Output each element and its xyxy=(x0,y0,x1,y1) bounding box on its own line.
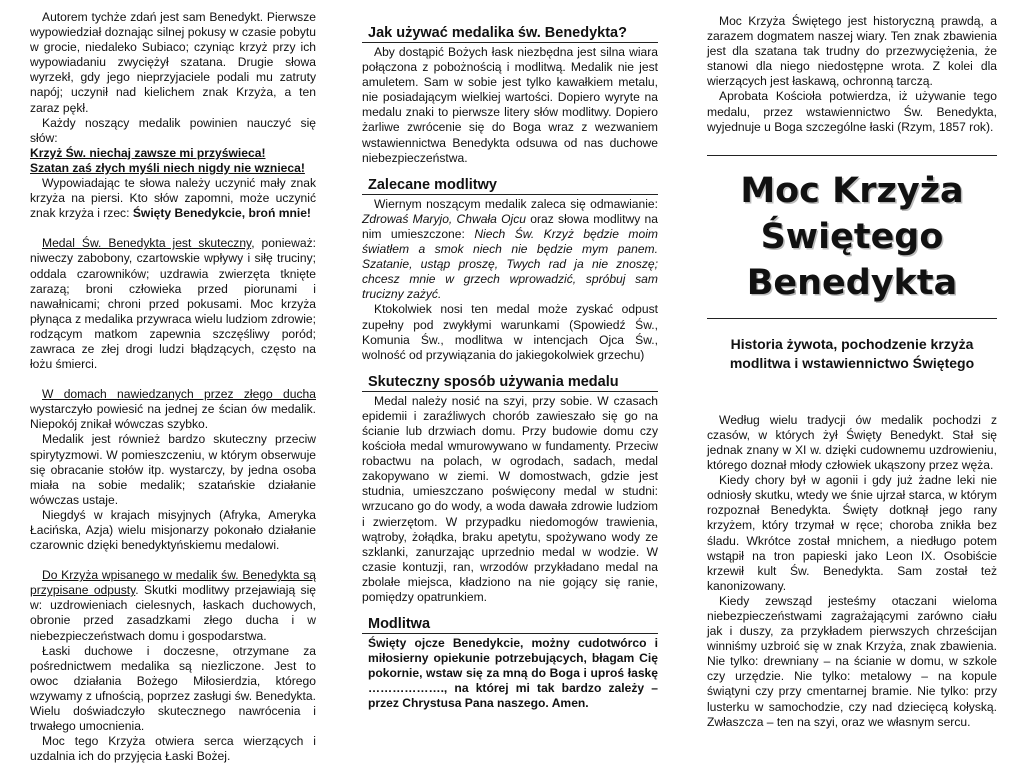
effective-text: , ponieważ: niweczy zabobony, czartowskie wpływy i siłę truciny; oddala czarowników; uzdrawia zwierzęta tknięte zarazą; broni człowieka przed piorunami i nawałnicami; chroni przed pokusami. Moc krzyża płynąca z medalika przywraca wielu ludziom zdrowie; rodzącym matkom zapewnia szczęśliwy poród; zawraca ze złej drogi ludzi błądzących, często na łożu śmierci. xyxy=(30,236,316,372)
sign-text: Wypowiadając te słowa należy uczynić mały znak krzyża na piersi. Kto słów zapomni, może uczynić znak krzyża i rzec: xyxy=(30,176,316,221)
main-title-line-2: Świętego xyxy=(760,216,944,257)
column-right xyxy=(707,10,997,730)
invocation: Święty Benedykcie, broń mnie! xyxy=(132,206,311,221)
section-title-effective-use: Skuteczny sposób używania medalu xyxy=(362,373,658,392)
paragraph-tradition: Według wielu tradycji ów medalik pochodzi z czasów, w których żył Święty Benedykt. Stał się jednak znany w XI w. dzięki cudownemu uzdrowieniu, którego doznał młody człowiek ukąszony przez węża. xyxy=(707,412,997,473)
paragraph-indulgence: Ktokolwiek nosi ten medal może zyskać odpust zupełny pod zwykłymi warunkami (Spowiedź Św., Komunia Św., modlitwa w intencjach Ojca Św., wolność od przywiązania do jakiegokolwiek grzechu) xyxy=(362,302,658,362)
paragraph-dangers: Kiedy zewsząd jesteśmy otaczani wieloma niebezpieczeństwami zagrażającymi zarówno ciału jak i duszy, za przykładem pierwszych chrześcijan winniśmy uzbroić się w znak Krzyża, znak zbawienia. Nie tylko: drewniany – na ścianie w domu, w szkole czy urzędzie. Nie tylko: metalowy – na kopule świątyni czy przy cmentarnej bramie. Nie tylko: przy lusterku w samochodzie, czy nad dziecięcą kołyską. Zwłaszcza – ten na szyi, oraz we własnym sercu. xyxy=(707,593,997,729)
paragraph-graces: Łaski duchowe i doczesne, otrzymane za pośrednictwem medalika są niezliczone. Jest to owoc działania Bożego Miłosierdzia, którego wzywamy z ufnością, poprzez zasługi św. Benedykta. Wielu doświadczyło skutecznego nawrócenia i trwałego umocnienia. xyxy=(30,643,316,734)
paragraph-sign-of-cross xyxy=(30,176,316,221)
main-title-line-3: Benedykta xyxy=(746,262,958,303)
indulgences-lead: Do Krzyża wpisanego w medalik św. Benedykta są przypisane odpusty xyxy=(30,568,316,598)
paragraph-healing: Kiedy chory był w agonii i gdy już żadne leki nie odniosły skutku, wtedy we śnie ujrzał starca, w którym rozpoznał Benedykta. Święty dotknął jego rany krzyżem, który trzymał w ręce; choroba znikła bez śladu. Wkrótce został mnichem, a niedługo potem wstąpił na tron papieski jako Leon IX. Osobiście krzewił kult Św. Benedykta. Sam został też kanonizowany. xyxy=(707,473,997,593)
subtitle-line-1: Historia żywota, pochodzenie krzyża xyxy=(730,335,974,352)
homes-text: wystarczyło powiesić na jednej ze ścian ów medalik. Niepokój znikał wówczas szybko. xyxy=(30,402,316,432)
column-middle xyxy=(362,10,658,712)
homes-lead: W domach nawiedzanych przez złego ducha xyxy=(42,387,316,402)
paragraph-power: Moc tego Krzyża otwiera serca wierzących i uzdalnia ich do przyjęcia Łaski Bożej. xyxy=(30,734,316,764)
section-title-prayer: Modlitwa xyxy=(362,615,658,634)
paragraph-effective-use: Medal należy nosić na szyi, przy sobie. W czasach epidemii i zaraźliwych chorób zawieszało się go na ścianie lub drzwiach domu. Przy budowie domu czy kościoła medal wmurowywano w fundamenty. Przeciw robactwu na polach, w ogrodach, sadach, medal zakopywano w ziemi. W domostwach, gdzie jest studnia, umieszczano poświęcony medal w studni: wrzucano go do wody, a woda dawała zdrowie ludziom i zwierzętom. W przypadku niedomogów trawienia, wątroby, żołądka, braku apetytu, spożywano wody ze szklanki, zanurzając uprzednio medal w wodzie. W czasie kontuzji, ran, wrzodów przykładano medal na zbolałe miejsca, kładziono na nie gojący się ranie, pomiędzy opatrunkiem. xyxy=(362,393,658,604)
subtitle xyxy=(707,335,997,373)
column-left xyxy=(30,10,316,764)
paragraph-approval: Aprobata Kościoła potwierdza, iż używanie tego medalu, przez wstawiennictwo Św. Benedykta, wyjednuje u Boga szczególne łaski (Rzym, 1857 rok). xyxy=(707,89,997,134)
verse-line-2: Szatan zaś złych myśli niech nigdy nie wznieca! xyxy=(30,160,305,175)
subtitle-line-2: modlitwa i wstawiennictwo Świętego xyxy=(729,354,975,371)
prayers-names: Zdrowaś Maryjo, Chwała Ojcu xyxy=(362,211,526,226)
prayers-intro: Wiernym noszącym medalik zaleca się odmawianie: xyxy=(374,196,658,211)
paragraph-indulgences xyxy=(30,568,316,643)
prayer-text: Święty ojcze Benedykcie, możny cudotwórco i miłosierny opiekunie potrzebujących, błagam Cię pokornie, wstaw się za mną do Boga i uproś łaskę ………………., na której mi tak bardzo zależy – przez Chrystusa Pana naszego. Amen. xyxy=(368,636,658,711)
paragraph-prayers xyxy=(362,197,658,303)
paragraph-learn-words: Każdy noszący medalik powinien nauczyć się słów: xyxy=(30,115,316,145)
paragraph-historical-truth: Moc Krzyża Świętego jest historyczną prawdą, a zarazem dogmatem naszej wiary. Ten znak zbawienia jest dla szatana tak trudny do przezwyciężenia, że stanowi dla niego niedostępne wrota. Z kolei dla wierzących jest łaskawą, ochronną tarczą. xyxy=(707,14,997,89)
section-title-prayers: Zalecane modlitwy xyxy=(362,176,658,195)
main-title xyxy=(707,168,997,306)
prayers-connector: oraz słowa modlitwy na nim umieszczone: xyxy=(362,211,658,241)
section-title-how-to-use: Jak używać medalika św. Benedykta? xyxy=(362,24,658,43)
effective-lead: Medal Św. Benedykta jest skuteczny xyxy=(42,236,252,251)
paragraph-homes xyxy=(30,387,316,432)
title-top-rule xyxy=(707,155,997,156)
paragraph-effective xyxy=(30,236,316,372)
main-title-line-1: Moc Krzyża xyxy=(740,170,964,211)
prayers-medal-words: Niech Św. Krzyż będzie moim światłem a smok niech nie będzie mym panem. Szatanie, ustąp proszę, Twych rad ja nie znoszę; chcesz mnie w grzech wprowadzić, spróbuj sam trucizny zażyć. xyxy=(362,226,658,302)
paragraph-how-to-use: Aby dostąpić Bożych łask niezbędna jest silna wiara połączona z pobożnością i modlitwą. Medalik nie jest amuletem. Sam w sobie jest tylko kawałkiem metalu, nie posiadającym wielkiej wartości. Dopiero wyryte na medalu znaki to pierwsze litery słów modlitwy. Dopiero żarliwe zwrócenie się do Boga wraz z wezwaniem wstawiennictwa Benedykta odsuwa od nas duchowe niebezpieczeństwa. xyxy=(362,45,658,165)
paragraph-missions: Niegdyś w krajach misyjnych (Afryka, Ameryka Łacińska, Azja) wielu misjonarzy pokonało działanie czarownic dzięki benedyktyńskiemu medalowi. xyxy=(30,507,316,553)
paragraph-spiritism: Medalik jest również bardzo skuteczny przeciw spirytyzmowi. W pomieszczeniu, w którym obserwuje się obracanie stołów itp. wystarczy, by jedna osoba miała na sobie medalik; szatańskie działanie wówczas ustaje. xyxy=(30,432,316,507)
verse-line-1: Krzyż Św. niechaj zawsze mi przyświeca! xyxy=(30,145,266,160)
title-bottom-rule xyxy=(707,318,997,319)
paragraph-author: Autorem tychże zdań jest sam Benedykt. Pierwsze wypowiedział doznając silnej pokusy w czasie pobytu w grocie, niedaleko Subiaco; czyniąc krzyż przy ich wypowiadaniu zwyciężył szatana. Drugie słowa wyrzekł, gdy jego nieprzyjaciele podali mu zatruty napój; uczynił nad kielichem znak Krzyża, a ten zaraz pękł. xyxy=(30,10,316,115)
indulgences-text: . Skutki modlitwy przejawiają się w: uzdrowieniach cielesnych, łaskach duchowych, obronie przed zasadzkami złego ducha i w niebezpieczeństwach domu i gospodarstwa. xyxy=(30,583,316,643)
